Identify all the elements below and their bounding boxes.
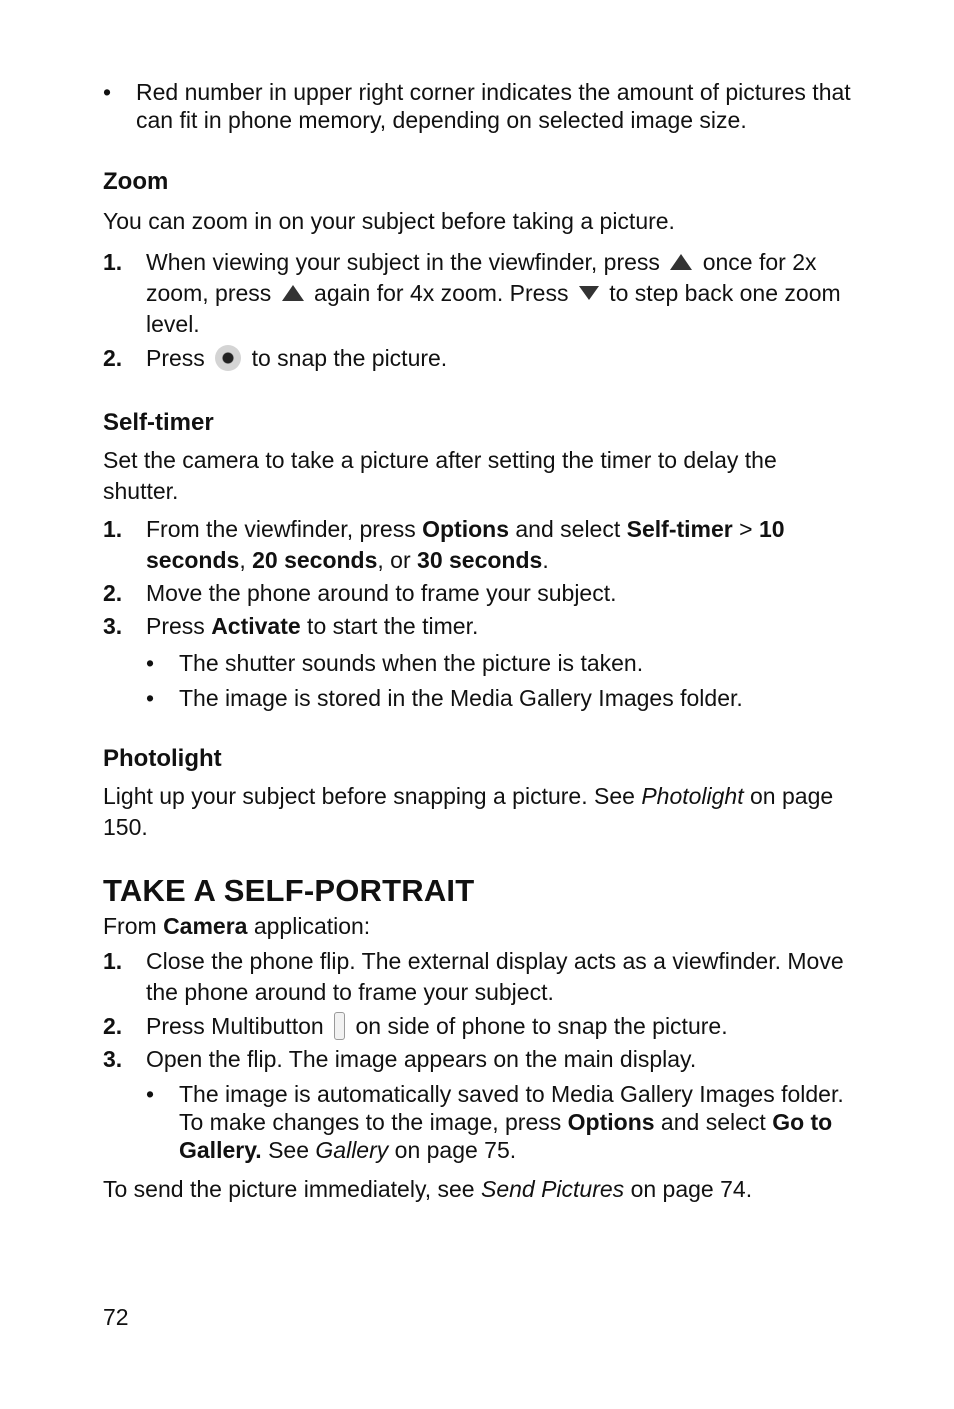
ten-seconds-term: 10 seconds <box>146 516 785 573</box>
manual-page <box>103 78 851 1205</box>
self-portrait-bullet <box>103 1080 851 1164</box>
step-text: Move the phone around to frame your subject. <box>146 580 617 606</box>
paragraph-text: To send the picture immediately, see <box>103 1176 481 1202</box>
up-arrow-key-icon <box>670 254 692 270</box>
step-text: , or <box>377 547 418 573</box>
options-term: Options <box>422 516 509 542</box>
bullet-text: The image is automatically saved to Media Gallery Images folder. To make changes to the image, press <box>179 1081 844 1135</box>
bullet-text: The shutter sounds when the picture is taken. <box>179 650 644 676</box>
step-number: 2. <box>103 345 123 371</box>
step-text: to snap the picture. <box>251 345 448 371</box>
photolight-heading: Photolight <box>103 745 222 772</box>
zoom-step-2 <box>103 343 851 374</box>
send-pictures-reference: Send Pictures <box>480 1176 625 1202</box>
self-timer-bullet-2 <box>103 684 851 712</box>
self-timer-step-1 <box>103 514 851 576</box>
step-number: 1. <box>103 948 123 974</box>
memory-note-bullet <box>103 78 851 134</box>
bullet-dot: • <box>146 685 155 711</box>
step-number: 2. <box>103 1013 123 1039</box>
page-number: 72 <box>103 1304 129 1330</box>
self-portrait-step-3 <box>103 1044 851 1075</box>
go-to-gallery-term: Go to Gallery. <box>179 1109 833 1163</box>
paragraph-text: Light up your subject before snapping a picture. See <box>103 783 642 809</box>
bullet-text: The image is stored in the Media Gallery Images folder. <box>179 685 743 711</box>
step-text: . <box>542 547 549 573</box>
step-text: Press <box>146 345 205 371</box>
photolight-text <box>103 781 851 843</box>
self-timer-term: Self-timer <box>626 516 733 542</box>
step-number: 3. <box>103 613 123 639</box>
send-pictures-note <box>103 1174 851 1205</box>
bullet-text: on page 75. <box>388 1137 517 1163</box>
paragraph-text: on page 150. <box>103 783 834 840</box>
self-timer-intro: Set the camera to take a picture after setting the timer to delay the shutter. <box>103 447 777 504</box>
gallery-reference: Gallery <box>315 1137 389 1163</box>
step-text: , <box>239 547 253 573</box>
bullet-text: and select <box>654 1109 773 1135</box>
self-timer-heading: Self-timer <box>103 409 214 436</box>
self-portrait-step-2 <box>103 1011 851 1042</box>
step-number: 3. <box>103 1046 123 1072</box>
step-text: to step back one zoom level. <box>146 280 841 337</box>
self-portrait-from <box>103 911 851 942</box>
twenty-seconds-term: 20 seconds <box>252 547 378 573</box>
step-text: Press Multibutton <box>146 1013 324 1039</box>
step-number: 1. <box>103 249 123 275</box>
thirty-seconds-term: 30 seconds <box>417 547 543 573</box>
step-text: Press <box>146 613 212 639</box>
zoom-intro: You can zoom in on your subject before taking a picture. <box>103 208 675 234</box>
self-portrait-step-1 <box>103 946 851 1008</box>
bullet-dot: • <box>146 1081 155 1107</box>
step-text: on side of phone to snap the picture. <box>355 1013 728 1039</box>
step-text: again for 4x zoom. Press <box>314 280 569 306</box>
self-portrait-heading: TAKE A SELF-PORTRAIT <box>103 873 475 908</box>
step-number: 2. <box>103 580 123 606</box>
photolight-reference: Photolight <box>641 783 744 809</box>
step-text: Close the phone flip. The external display acts as a viewfinder. Move the phone around to frame your subject. <box>146 948 844 1005</box>
step-text: and select <box>509 516 627 542</box>
paragraph-text: application: <box>247 913 371 939</box>
bullet-dot: • <box>146 650 155 676</box>
bullet-text: See <box>261 1137 316 1163</box>
camera-term: Camera <box>163 913 248 939</box>
bullet-dot: • <box>103 79 112 105</box>
options-term: Options <box>567 1109 655 1135</box>
step-text: > <box>732 516 759 542</box>
self-timer-bullet-1 <box>103 649 851 677</box>
step-text: Open the flip. The image appears on the main display. <box>146 1046 697 1072</box>
multibutton-key-icon <box>334 1012 345 1040</box>
activate-term: Activate <box>211 613 301 639</box>
self-timer-step-3 <box>103 611 851 642</box>
step-number: 1. <box>103 516 123 542</box>
step-text: When viewing your subject in the viewfinder, press <box>146 249 660 275</box>
zoom-step-1 <box>103 247 851 340</box>
self-timer-step-2 <box>103 578 851 609</box>
paragraph-text: on page 74. <box>624 1176 753 1202</box>
step-text: to start the timer. <box>300 613 479 639</box>
center-select-key-icon <box>215 345 241 371</box>
memory-note-text: Red number in upper right corner indicates the amount of pictures that can fit in phone memory, depending on selected image size. <box>136 79 851 133</box>
zoom-heading: Zoom <box>103 168 169 195</box>
step-text: once for 2x zoom, press <box>146 249 817 306</box>
step-text: From the viewfinder, press <box>146 516 423 542</box>
paragraph-text: From <box>103 913 164 939</box>
down-arrow-key-icon <box>579 286 599 300</box>
up-arrow-key-icon <box>282 285 304 301</box>
